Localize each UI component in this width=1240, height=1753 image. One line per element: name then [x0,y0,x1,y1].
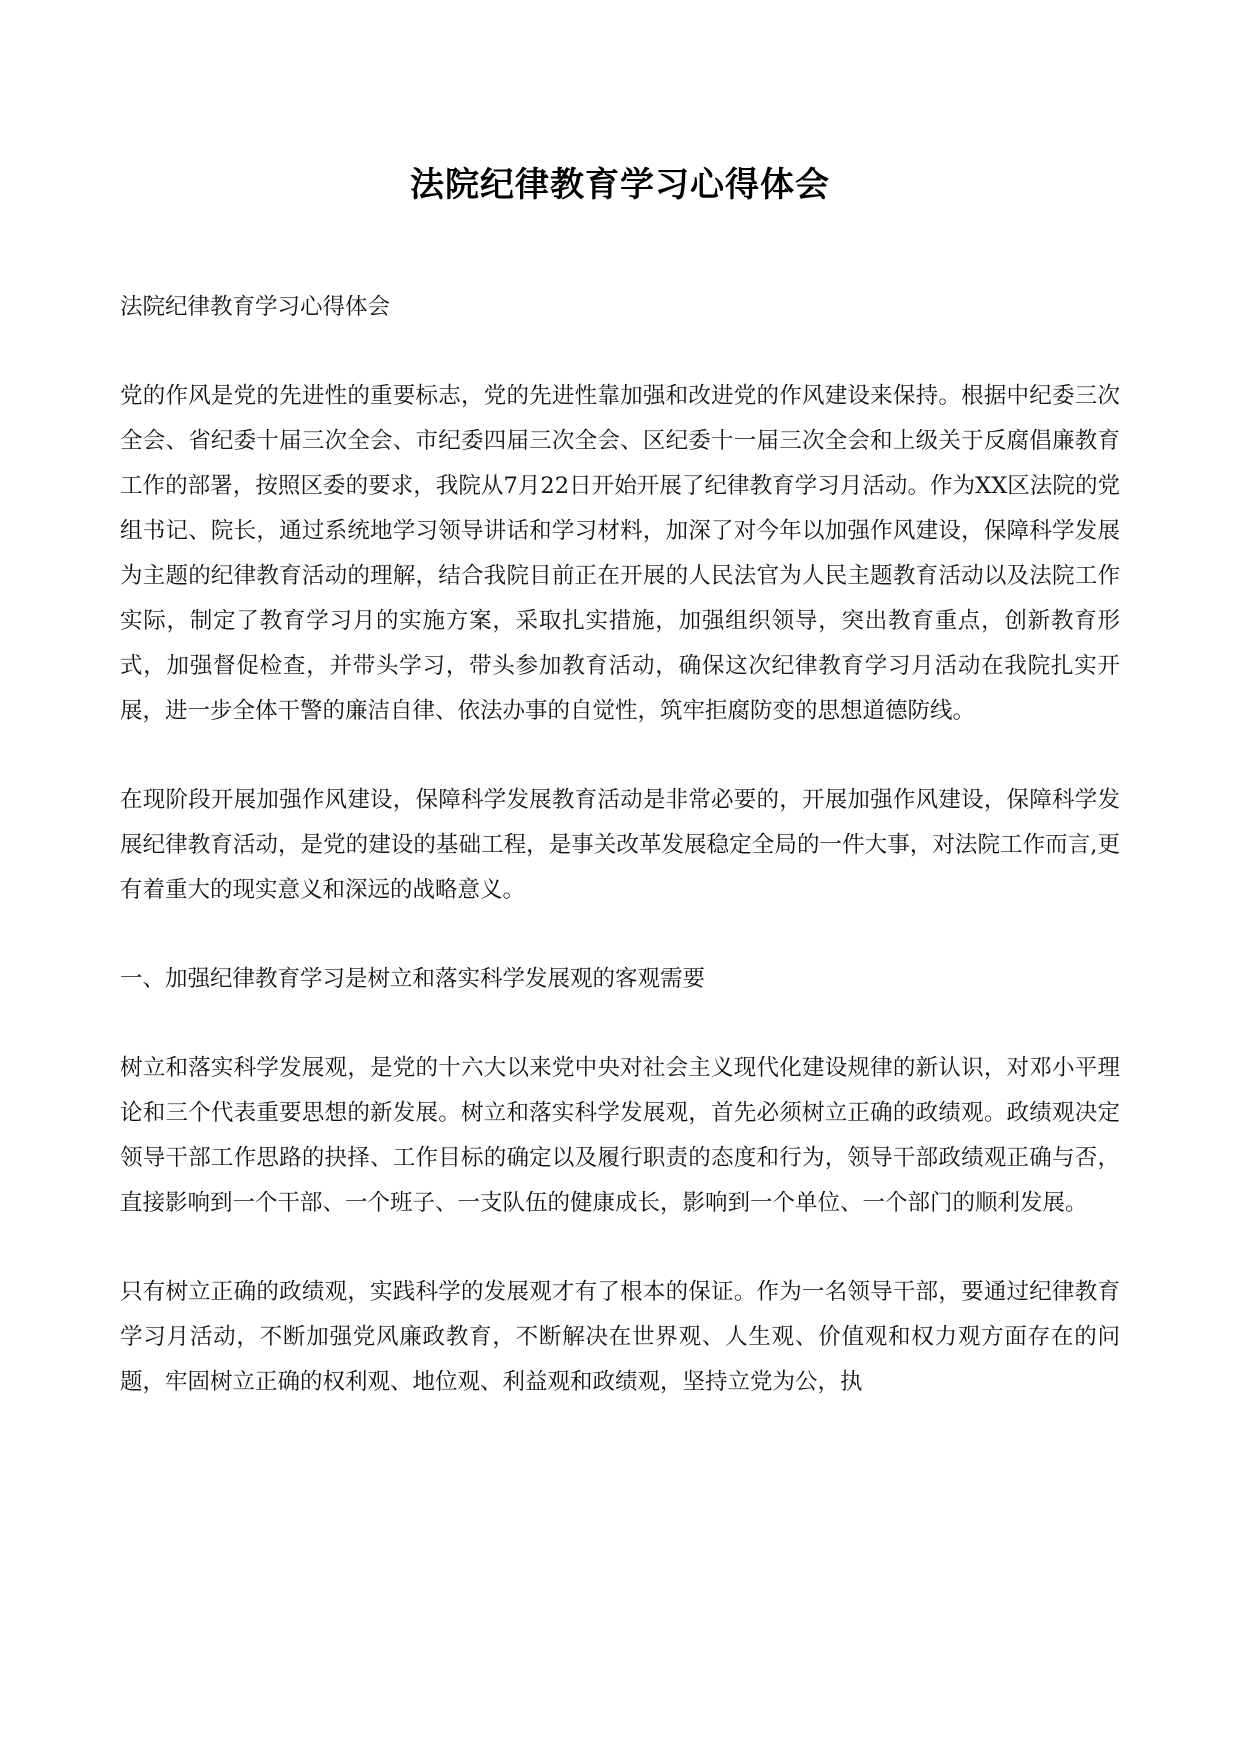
section-heading-1: 一、加强纪律教育学习是树立和落实科学发展观的客观需要 [120,966,706,992]
document-title: 法院纪律教育学习心得体会 [410,165,830,205]
document-subtitle: 法院纪律教育学习心得体会 [120,294,391,320]
paragraph-necessity: 在现阶段开展加强作风建设，保障科学发展教育活动是非常必要的，开展加强作风建设，保障科学发展纪律教育活动，是党的建设的基础工程，是事关改革发展稳定全局的一件大事，对法院工作而言,更有着重大的现实意义和深远的战略意义。 [120,787,1120,903]
paragraph-scientific-development: 树立和落实科学发展观，是党的十六大以来党中央对社会主义现代化建设规律的新认识，对邓小平理论和三个代表重要思想的新发展。树立和落实科学发展观，首先必须树立正确的政绩观。政绩观决定领导干部工作思路的抉择、工作目标的确定以及履行职责的态度和行为，领导干部政绩观正确与否，直接影响到一个干部、一个班子、一支队伍的健康成长，影响到一个单位、一个部门的顺利发展。 [120,1055,1120,1216]
document-body [120,285,1120,1449]
paragraph-political-performance: 只有树立正确的政绩观，实践科学的发展观才有了根本的保证。作为一名领导干部，要通过纪律教育学习月活动，不断加强党风廉政教育，不断解决在世界观、人生观、价值观和权力观方面存在的问题，牢固树立正确的权利观、地位观、利益观和政绩观，坚持立党为公，执 [120,1279,1120,1395]
paragraph-intro: 党的作风是党的先进性的重要标志，党的先进性靠加强和改进党的作风建设来保持。根据中纪委三次全会、省纪委十届三次全会、市纪委四届三次全会、区纪委十一届三次全会和上级关于反腐倡廉教育工作的部署，按照区委的要求，我院从7月22日开始开展了纪律教育学习月活动。作为XX区法院的党组书记、院长，通过系统地学习领导讲话和学习材料，加深了对今年以加强作风建设，保障科学发展为主题的纪律教育活动的理解，结合我院目前正在开展的人民法官为人民主题教育活动以及法院工作实际，制定了教育学习月的实施方案，采取扎实措施，加强组织领导，突出教育重点，创新教育形式，加强督促检查，并带头学习，带头参加教育活动，确保这次纪律教育学习月活动在我院扎实开展，进一步全体干警的廉洁自律、依法办事的自觉性，筑牢拒腐防变的思想道德防线。 [120,383,1120,724]
